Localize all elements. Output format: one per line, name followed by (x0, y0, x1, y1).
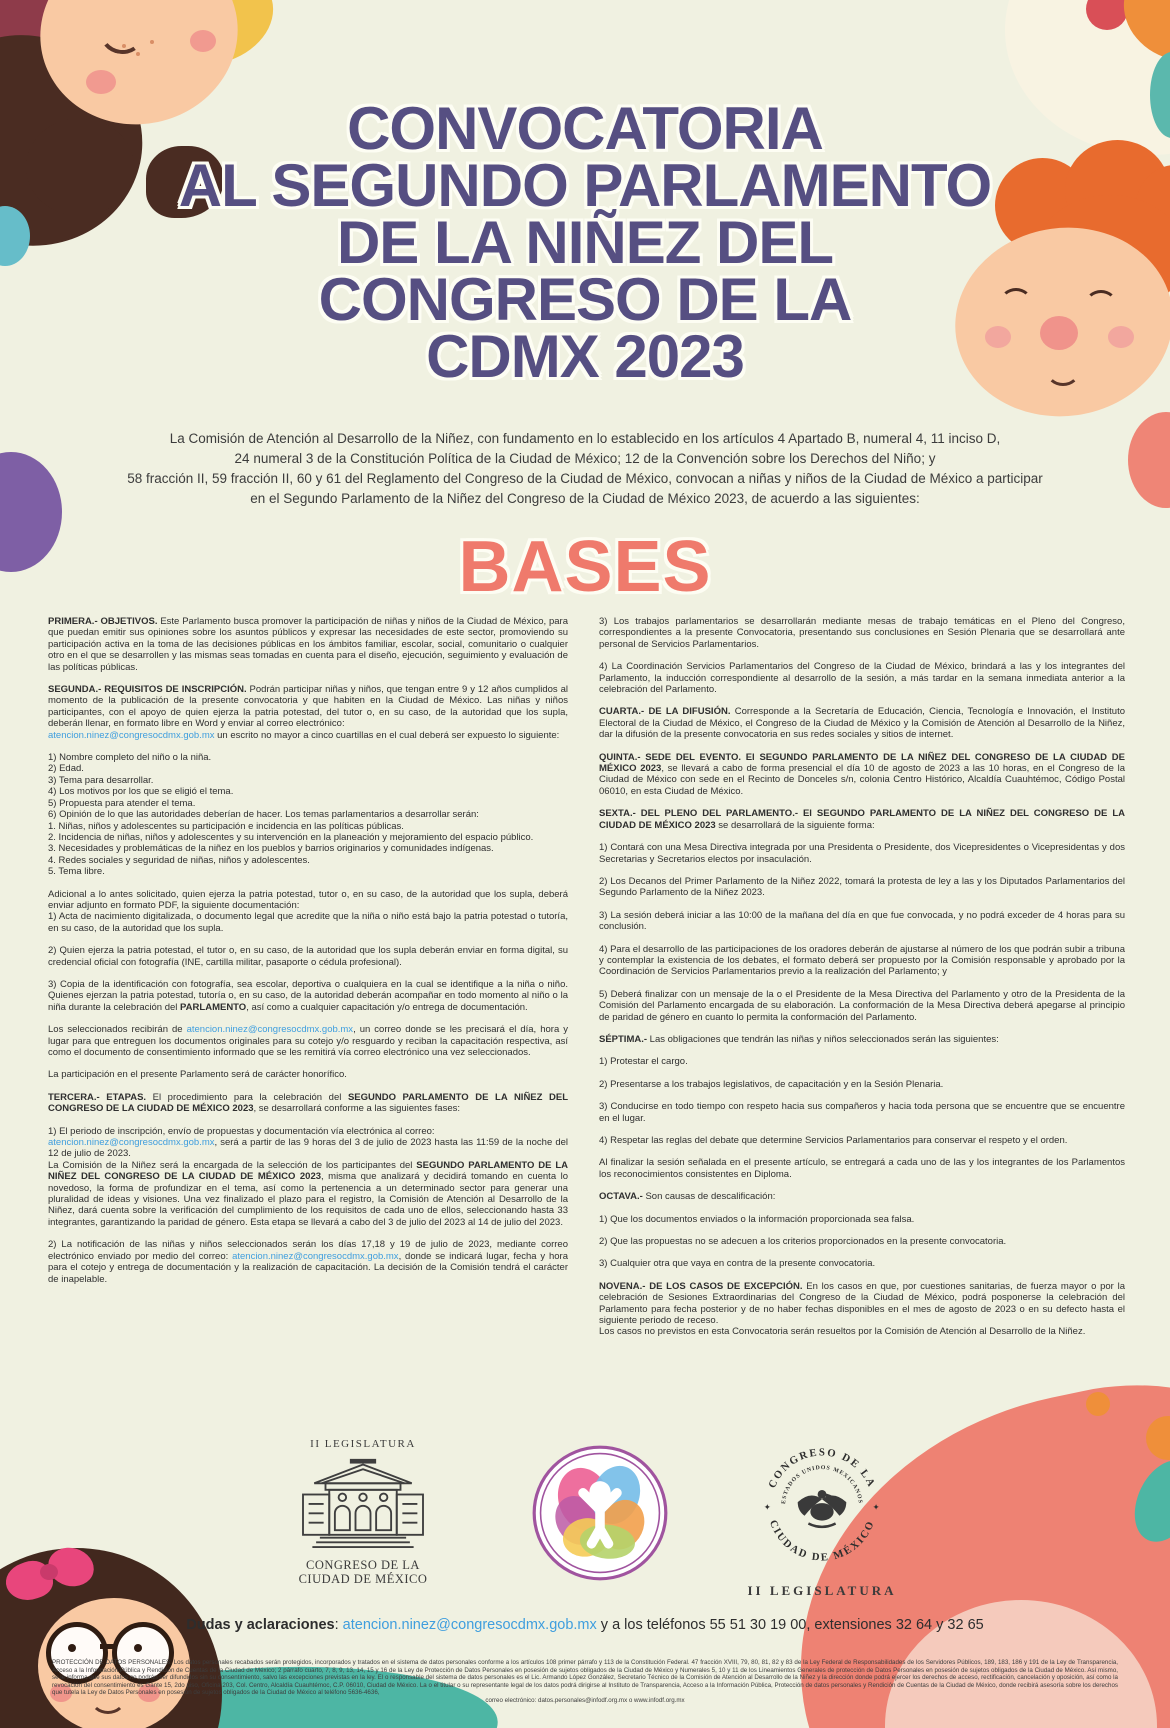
seal-arc-top: CONGRESO DE LA (766, 1446, 878, 1491)
contact-label: Dudas y aclaraciones (186, 1617, 335, 1633)
congreso-building-icon (288, 1454, 438, 1550)
paragraph: 3) Cualquier otra que vaya en contra de la presente convocatoria. (599, 1258, 876, 1270)
child-bottomleft-eye (68, 1644, 76, 1652)
list-item: 1) Nombre completo del niño o la niña. (48, 752, 212, 764)
paragraph: La Comisión de la Niñez será la encargada de la selección de los participantes del SEGUNDO PARLAMENTO DE LA NIÑEZ DEL CONGRESO DE LA CIUDAD DE MÉXICO 2023, misma que analizará y decidirá tomando en cuenta lo novedoso, la forma de profundizar en el tema, así como la pertenencia a un determinado sector para generar una pluralidad de ideas y visiones. Una vez finalizado el plazo para el registro, la Comisión de Atención al Desarrollo de la Niñez, dará cuenta sobre la verificación del cumplimiento de los requisitos de cada uno de ellos, seleccionando hasta 33 integrantes, garantizando la paridad de género. Esta etapa se llevará a cabo del 3 de julio del 2023 al 14 de julio del 2023. (48, 1159, 568, 1228)
intro-paragraph (60, 429, 1110, 509)
parlamento-ninez-logo (531, 1444, 669, 1587)
column-left (48, 616, 568, 1296)
tema-item: 3. Necesidades y problemáticas de la niñez en los pueblos y barrios originarios y comunidades indígenas. (48, 843, 494, 855)
paragraph: 5) Deberá finalizar con un mensaje de la o el Presidente de la Mesa Directiva del Parlamento y otro de la Presidenta de la Comisión del Parlamento encargada de su elaboración. La conformación de la Mesa Directiva deberá apegarse al principio de paridad de género en cuanto lo permita la conformación del Parlamento. (599, 988, 1125, 1023)
child-bottomleft-eye (134, 1644, 142, 1652)
requisitos-list (48, 752, 568, 877)
paragraph: 1) Contará con una Mesa Directiva integrada por una Presidenta o Presidente, dos Vicepresidentes o Vicepresidentas y dos Secretarias y Secretarios electos por insaculación. (599, 842, 1125, 865)
list-item: 5) Propuesta para atender el tema. (48, 797, 196, 809)
child-topleft-cheek (190, 30, 216, 52)
paragraph-septima: SÉPTIMA.- Las obligaciones que tendrán las niñas y niños seleccionados serán las siguientes: (599, 1033, 999, 1045)
legal-fine-print: PROTECCIÓN DE DATOS PERSONALES: Los datos personales recabados serán protegidos, incorporados y tratados en el sistema de datos personales conforme a los artículos 108 primer párrafo y 113 de la Constitución Federal. 47 fracción XVIII, 79, 80, 81, 82 y 83 de la Ley Federal de Responsabilidades de los Servidores Públicos, 189, 183, 186 y 191 de la Ley de Transparencia, Acceso a la Información Pública y Rendición de Cuentas de la Ciudad de México; 2 párrafo cuarto, 7, 8, 9, 13, 14, 15 y 16 de la Ley de Protección de Datos Personales en posesión de sujetos obligados de la Ciudad de México y Numerales 5, 10 y 11 de los Lineamientos Generales de protección de Datos Personales en posesión de sujetos obligados de la Ciudad de México. Así mismo, se le informa que sus datos no podrán ser difundidos sin su consentimiento, salvo las excepciones previstas en la ley. El o responsable del sistema de datos personales es el Lic. Armando López González, Secretario Técnico de la Comisión de Atención al Desarrollo de la Niñez y la dirección donde podrá ejercer los derechos de acceso, rectificación, cancelación y oposición, así como la revocación del consentimiento es Gante 15, 2do piso, Oficina 203, Col. Centro, Alcaldía Cuauhtémoc, C.P. 06010, Ciudad de México. La o el titular o su representante legal de los datos podrá dirigirse al Instituto de Transparencia, Acceso a la Información Pública, Protección de datos personales y Rendición de Cuentas de la Ciudad de México, donde recibirá asesoría sobre los derechos que tutela la Ley de Datos Personales en posesión de sujetos obligados de la Ciudad de México al teléfono 5636-4636, (52, 1659, 1118, 1696)
decor-orange-dot (1086, 1392, 1110, 1416)
paragraph: 3) Copia de la identificación con fotografía, sea escolar, deportiva o cualquiera en la cual se identifique a la niña o niño. Quienes ejerzan la patria potestad, tutoría o, en su caso, de la autoridad deberán acompañar en todo momento al niño o la niña durante la celebración del PARLAMENTO, así como a cualquier capacitación y/o entrega de documentación. (48, 978, 568, 1013)
section-heading: CUARTA.- DE LA DIFUSIÓN. (599, 706, 731, 718)
title-line: CDMX 2023 (426, 323, 744, 390)
paragraph: 3) Los trabajos parlamentarios se desarrollarán mediante mesas de trabajo temáticas en el Pleno del Congreso, correspondientes a la presente Convocatoria, presentando sus conclusiones en Sesión Plenaria que se desarrollará ante personal de Servicios Parlamentarios. (599, 616, 1125, 650)
section-heading: SÉPTIMA.- (599, 1033, 648, 1045)
section-heading: OCTAVA.- (599, 1191, 643, 1203)
paragraph: 2) Que las propuestas no se adecuen a los criterios proporcionados en la presente convocatoria. (599, 1236, 1007, 1248)
list-item: 6) Opinión de lo que las autoridades deberían de hacer. Los temas parlamentarios a desarrollar serán: (48, 809, 479, 821)
paragraph: 1) Que los documentos enviados o la información proporcionada sea falsa. (599, 1213, 915, 1225)
legislatura-label: II LEGISLATURA (310, 1438, 416, 1450)
freckle-dot (136, 52, 140, 56)
paragraph-tercera: TERCERA.- ETAPAS. El procedimiento para la celebración del SEGUNDO PARLAMENTO DE LA NIÑEZ DEL CONGRESO DE LA CIUDAD DE MÉXICO 2023, se desarrollará conforme a las siguientes fases: (48, 1091, 569, 1115)
column-right (599, 616, 1125, 1349)
section-heading: PRIMERA.- OBJETIVOS. (48, 616, 158, 627)
tema-item: 4. Redes sociales y seguridad de niñas, niños y adolescentes. (48, 854, 310, 866)
legal-fine-print-last-line: correo electrónico: datos.personales@infodf.org.mx o www.infodf.org.mx (485, 1697, 685, 1704)
list-item: 2) Edad. (48, 763, 84, 775)
logo-row (0, 1438, 1170, 1599)
seal-arc-bottom: CIUDAD DE MÉXICO (766, 1518, 878, 1564)
bold-text: PARLAMENTO (180, 1001, 247, 1013)
svg-text:✦: ✦ (763, 1501, 772, 1512)
paragraph: La participación en el presente Parlamento será de carácter honorífico. (48, 1069, 347, 1081)
paragraph-quinta: QUINTA.- SEDE DEL EVENTO. El SEGUNDO PARLAMENTO DE LA NIÑEZ DEL CONGRESO DE LA CIUDAD DE MÉXICO 2023, se llevará a cabo de forma presencial el día 10 de agosto de 2023 a las 10 horas, en el Congreso de la Ciudad de México con sede en el Recinto de Donceles s/n, colonia Centro Histórico, Alcaldía Cuauhtémoc, Código Postal 06010, en esta Ciudad de México. (599, 751, 1125, 797)
section-heading: QUINTA.- SEDE DEL EVENTO. El SEGUNDO PARLAMENTO DE LA NIÑEZ DEL CONGRESO DE LA CIUDAD DE MÉXICO 2023 (599, 751, 1125, 775)
seal-legislatura-label: II LEGISLATURA (747, 1583, 897, 1598)
child-figure-icon (531, 1444, 669, 1582)
paragraph: Adicional a lo antes solicitado, quien ejerza la patria potestad, tutor o, en su caso, de la autoridad que los supla, deberá enviar adjunto en formato PDF, la siguiente documentación: (48, 888, 568, 911)
title-line: CONGRESO DE LA (318, 266, 852, 333)
intro-line: La Comisión de Atención al Desarrollo de la Niñez, con fundamento en lo establecido en los artículos 4 Apartado B, numeral 4, 11 inciso D, (169, 431, 1001, 446)
paragraph: 1) Acta de nacimiento digitalizada, o documento legal que acredite que la niña o niño está bajo la patria potestad o tutoría, en su caso, de la autoridad que los supla. (48, 911, 568, 934)
tema-item: 1. Niñas, niños y adolescentes su participación e incidencia en las políticas públicas. (48, 820, 404, 832)
paragraph: 1) Protestar el cargo. (599, 1056, 688, 1068)
paragraph: 4) Para el desarrollo de las participaciones de los oradores deberán de ajustarse al número de los que podrán subir a tribuna y contemplar la existencia de los debates, el formato deberá ser propuesto por la Comisión responsable y aprobado por la Coordinación de Servicios Parlamentarios previo a la realización del Parlamento; y (599, 943, 1125, 978)
email-link[interactable]: atencion.ninez@congresocdmx.gob.mx (48, 1137, 215, 1149)
paragraph: 2) La notificación de las niñas y niños seleccionados serán los días 17,18 y 19 de julio de 2023, mediante correo electrónico enviado por medio del correo: atencion.ninez@congresocdmx.gob.mx, donde se indicará lugar, fecha y hora para el cotejo y entrega de documentación y la realización de capacitación. La decisión de la Comisión tendrá el carácter de inapelable. (48, 1239, 569, 1285)
freckle-dot (150, 40, 154, 44)
section-heading: NOVENA.- DE LOS CASOS DE EXCEPCIÓN. (599, 1280, 803, 1292)
email-link[interactable]: atencion.ninez@congresocdmx.gob.mx (232, 1250, 399, 1262)
section-heading: SEXTA.- DEL PLENO DEL PARLAMENTO.- El SEGUNDO PARLAMENTO DE LA NIÑEZ DEL CONGRESO DE LA CIUDAD DE MÉXICO 2023 (599, 808, 1125, 831)
section-heading: TERCERA.- ETAPAS. (48, 1091, 147, 1103)
intro-line: 24 numeral 3 de la Constitución Política de la Ciudad de México; 12 de la Convención sobre los Derechos del Niño; y (234, 451, 936, 466)
email-link[interactable]: atencion.ninez@congresocdmx.gob.mx (186, 1024, 354, 1036)
tema-item: 5. Tema libre. (48, 866, 105, 878)
paragraph-novena: NOVENA.- DE LOS CASOS DE EXCEPCIÓN. En los casos en que, por cuestiones sanitarias, de fuerza mayor o por la celebración de Sesiones Extraordinarias del Congreso de la Ciudad de México, podrá posponerse la celebración del Parlamento para fecha posterior y de no haber fechas disponibles en el mes de agosto de 2023 o en su defecto hasta el siguiente periodo de receso. (599, 1280, 1125, 1327)
intro-line: en el Segundo Parlamento de la Niñez del Congreso de la Ciudad de México 2023, de acuerdo a las siguientes: (250, 491, 920, 506)
congreso-label: CONGRESO DE LA CIUDAD DE MÉXICO (298, 1558, 428, 1586)
child-topleft-cheek (86, 70, 116, 94)
list-item: 4) Los motivos por los que se eligió el tema. (48, 786, 234, 798)
svg-text:CIUDAD DE MÉXICO (767, 1518, 877, 1563)
paragraph-segunda: SEGUNDA.- REQUISITOS DE INSCRIPCIÓN. Podrán participar niñas y niños, que tengan entre 9 y 12 años cumplidos al momento de la publicación de la presente convocatoria y que habiten en la Ciudad de México. Las niñas y niños participantes, con el apoyo de quien ejerza la patria potestad, del tutor o, en su caso, de la autoridad que los supla, deberán llenar, en formato libre en Word y enviar al correo electrónico: atencion.ninez@congresocdmx.gob.mx un escrito no mayor a cinco cuartillas en el cual deberá ser expuesto lo siguiente: (48, 684, 568, 741)
poster-title (0, 95, 1170, 390)
bases-heading: BASES (458, 527, 712, 607)
bold-text: SEGUNDO PARLAMENTO DE LA NIÑEZ DEL CONGRESO DE LA CIUDAD DE MÉXICO 2023 (48, 1091, 569, 1115)
paragraph: 4) La Coordinación Servicios Parlamentarios del Congreso de la Ciudad de México, brindará a las y los integrantes del Parlamento, la inducción correspondiente al desarrollo de la sesión, a más tardar en la semana inmediata anterior a la celebración del Parlamento. (599, 661, 1125, 696)
paragraph: 3) La sesión deberá iniciar a las 10:00 de la mañana del día en que fue convocada, y no podrá exceder de 4 horas para su conclusión. (599, 909, 1125, 933)
seal-arc-inner: ESTADOS UNIDOS MEXICANOS (781, 1465, 863, 1505)
paragraph: 4) Respetar las reglas del debate que determine Servicios Parlamentarios para conservar el respeto y el orden. (599, 1135, 1068, 1146)
child-topright-shoulder (1128, 412, 1170, 508)
email-link[interactable]: atencion.ninez@congresocdmx.gob.mx (48, 729, 215, 741)
paragraph: Al finalizar la sesión señalada en el presente artículo, se entregará a cada uno de las y los integrantes de los Parlamentos los reconocimientos consistentes en Diploma. (599, 1157, 1125, 1180)
paragraph: Los seleccionados recibirán de atencion.ninez@congresocdmx.gob.mx, un correo donde se les precisará el día, hora y lugar para que entreguen los documentos originales para su cotejo y/o resguardo y reciban la capacitación respectiva, así como el documento de consentimiento informado que se les remitirá vía correo electrónico una vez seleccionados. (48, 1024, 568, 1058)
paragraph: 1) El periodo de inscripción, envío de propuestas y documentación vía electrónica al correo: atencion.ninez@congresocdmx.gob.mx, será a partir de las 9 horas del 3 de julio de 2023 hasta las 11:59 de la noche del 12 de julio de 2023. (48, 1125, 568, 1160)
paragraph-primera: PRIMERA.- OBJETIVOS. Este Parlamento busca promover la participación de niñas y niños de la Ciudad de México, para que puedan emitir sus opiniones sobre los asuntos públicos y expresar las necesidades de este sector, promoviendo su participación activa en la toma de las decisiones públicas en los ámbitos familiar, escolar, social, comunitario o cualquier otro en el que se desarrollen y las mismas seas tomadas en cuenta para el diseño, ejecución, seguimiento y evaluación de las políticas públicas. (48, 616, 568, 673)
bold-text: SEGUNDO PARLAMENTO DE LA NIÑEZ DEL CONGRESO DE LA CIUDAD DE MÉXICO 2023 (48, 1159, 568, 1183)
title-line: CONVOCATORIA (347, 95, 823, 162)
paragraph-cuarta: CUARTA.- DE LA DIFUSIÓN. Corresponde a la Secretaría de Educación, Ciencia, Tecnología e Innovación, el Instituto Electoral de la Ciudad de México, el Congreso de la Ciudad de México y la Comisión de Atención al Desarrollo de la Niñez, dar la difusión de la presente convocatoria en sus redes sociales y sitios de internet. (599, 706, 1125, 741)
list-item: 3) Tema para desarrollar. (48, 774, 154, 786)
congreso-building-logo (253, 1438, 473, 1586)
paragraph: 2) Quien ejerza la patria potestad, el tutor o, en su caso, de la autoridad que los supla deberán enviar en forma digital, su credencial oficial con fotografía (INE, cartilla militar, pasaporte o cédula profesional). (48, 945, 568, 968)
glasses-bridge (100, 1644, 114, 1649)
title-line: AL SEGUNDO PARLAMENTO (178, 152, 992, 219)
svg-text:✦: ✦ (872, 1501, 880, 1512)
paragraph: 2) Presentarse a los trabajos legislativos, de capacitación y en la Sesión Plenaria. (599, 1078, 944, 1090)
seal-logo (727, 1438, 917, 1599)
email-link[interactable]: atencion.ninez@congresocdmx.gob.mx (342, 1617, 597, 1633)
title-line: DE LA NIÑEZ DEL (336, 209, 834, 276)
paragraph-octava: OCTAVA.- Son causas de descalificación: (599, 1191, 776, 1203)
paragraph: Los casos no previstos en esta Convocatoria serán resueltos por la Comisión de Atención al Desarrollo de la Niñez. (599, 1326, 1086, 1338)
contact-line: Dudas y aclaraciones: atencion.ninez@congresocdmx.gob.mx y a los teléfonos 55 51 30 19 00, extensiones 32 64 y 32 65 (186, 1617, 984, 1633)
tema-item: 2. Incidencia de niñas, niños y adolescentes y su intervención en la planeación y mejoramiento del espacio público. (48, 831, 534, 843)
paragraph-sexta: SEXTA.- DEL PLENO DEL PARLAMENTO.- El SEGUNDO PARLAMENTO DE LA NIÑEZ DEL CONGRESO DE LA CIUDAD DE MÉXICO 2023 se desarrollará de la siguiente forma: (599, 808, 1125, 831)
paragraph: 2) Los Decanos del Primer Parlamento de la Niñez 2022, tomará la protesta de ley a las y los Diputados Parlamentarios del Segundo Parlamento de la Niñez 2023. (599, 875, 1125, 899)
section-heading: SEGUNDA.- REQUISITOS DE INSCRIPCIÓN. (48, 684, 247, 696)
eagle-seal-icon (754, 1438, 890, 1574)
intro-line: 58 fracción II, 59 fracción II, 60 y 61 del Reglamento del Congreso de la Ciudad de México, convocan a niñas y niños de la Ciudad de México a participar (127, 471, 1043, 486)
paragraph: 3) Conducirse en todo tiempo con respeto hacia sus compañeros y hacia toda persona que se encuentre que se encuentre en el lugar. (599, 1101, 1125, 1124)
